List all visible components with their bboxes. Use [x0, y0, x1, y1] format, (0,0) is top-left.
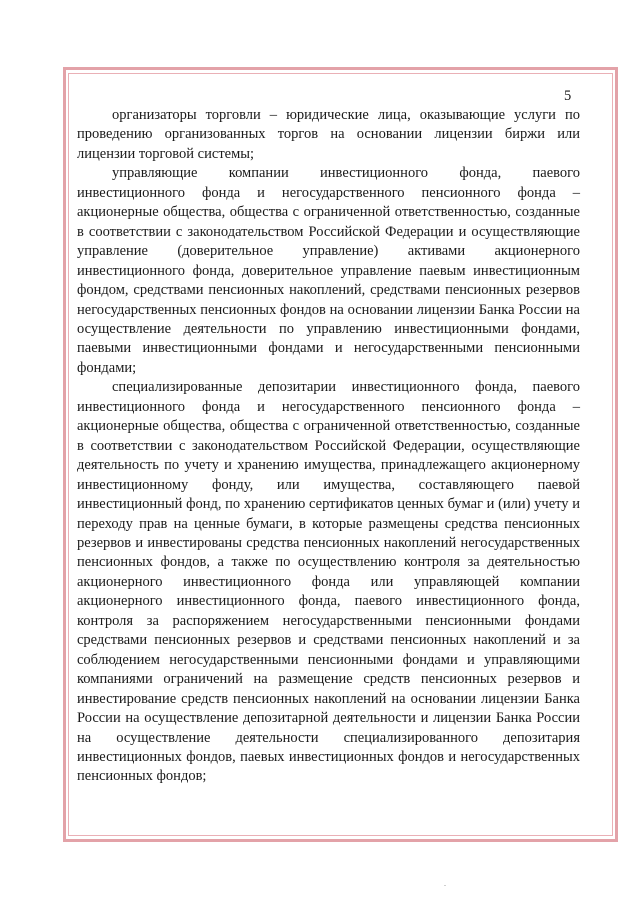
paragraph-trade-organizers: организаторы торговли – юридические лица, оказывающие услуги по проведению организованных торгов на основании лицензии биржи или лицензии торговой системы; — [77, 107, 580, 162]
paragraph-management-companies: управляющие компании инвестиционного фонда, паевого инвестиционного фонда и негосударственного пенсионного фонда – акционерные общества, общества с ограниченной ответственностью, созданные в соответствии с законодательством Российской Федерации и осуществляющие управление (доверительное управление) активами акционерного инвестиционного фонда, доверительное управление паевым инвестиционным фондом, средствами пенсионных накоплений, средствами пенсионных резервов негосударственных пенсионных фондов на основании лицензии Банка России на осуществление деятельности по управлению инвестиционными фондами, паевыми инвестиционными фондами и негосударственными пенсионными фондами; — [77, 165, 580, 376]
paragraph-specialized-depositories: специализированные депозитарии инвестиционного фонда, паевого инвестиционного фонда и негосударственного пенсионного фонда – акционерные общества, общества с ограниченной ответственностью, созданные в соответствии с законодательством Российской Федерации, осуществляющие деятельность по учету и хранению имущества, принадлежащего акционерному инвестиционному фонду, или имущества, составляющего паевой инвестиционный фонд, по хранению сертификатов ценных бумаг и (или) учету и переходу прав на ценные бумаги, в которые размещены средства пенсионных резервов и инвестированы средства пенсионных накоплений негосударственных пенсионных фондов, а также по осуществлению контроля за деятельностью акционерного инвестиционного фонда или управляющей компании акционерного инвестиционного фонда, паевого инвестиционного фонда, контроля за распоряжением негосударственными пенсионными фондами средствами пенсионных резервов и средствами пенсионных накоплений и за соблюдением негосударственными пенсионными фондами и управляющими компаниями ограничений на размещение средств пенсионных резервов и инвестирование средств пенсионных накоплений на основании лицензии Банка России на осуществление депозитарной деятельности и лицензии Банка России на осуществление деятельности специализированного депозитария инвестиционных фондов, паевых инвестиционных фондов и негосударственных пенсионных фондов; — [77, 379, 580, 785]
page-number: 5 — [564, 88, 572, 104]
scan-artifact — [444, 885, 446, 886]
document-body — [77, 106, 580, 787]
